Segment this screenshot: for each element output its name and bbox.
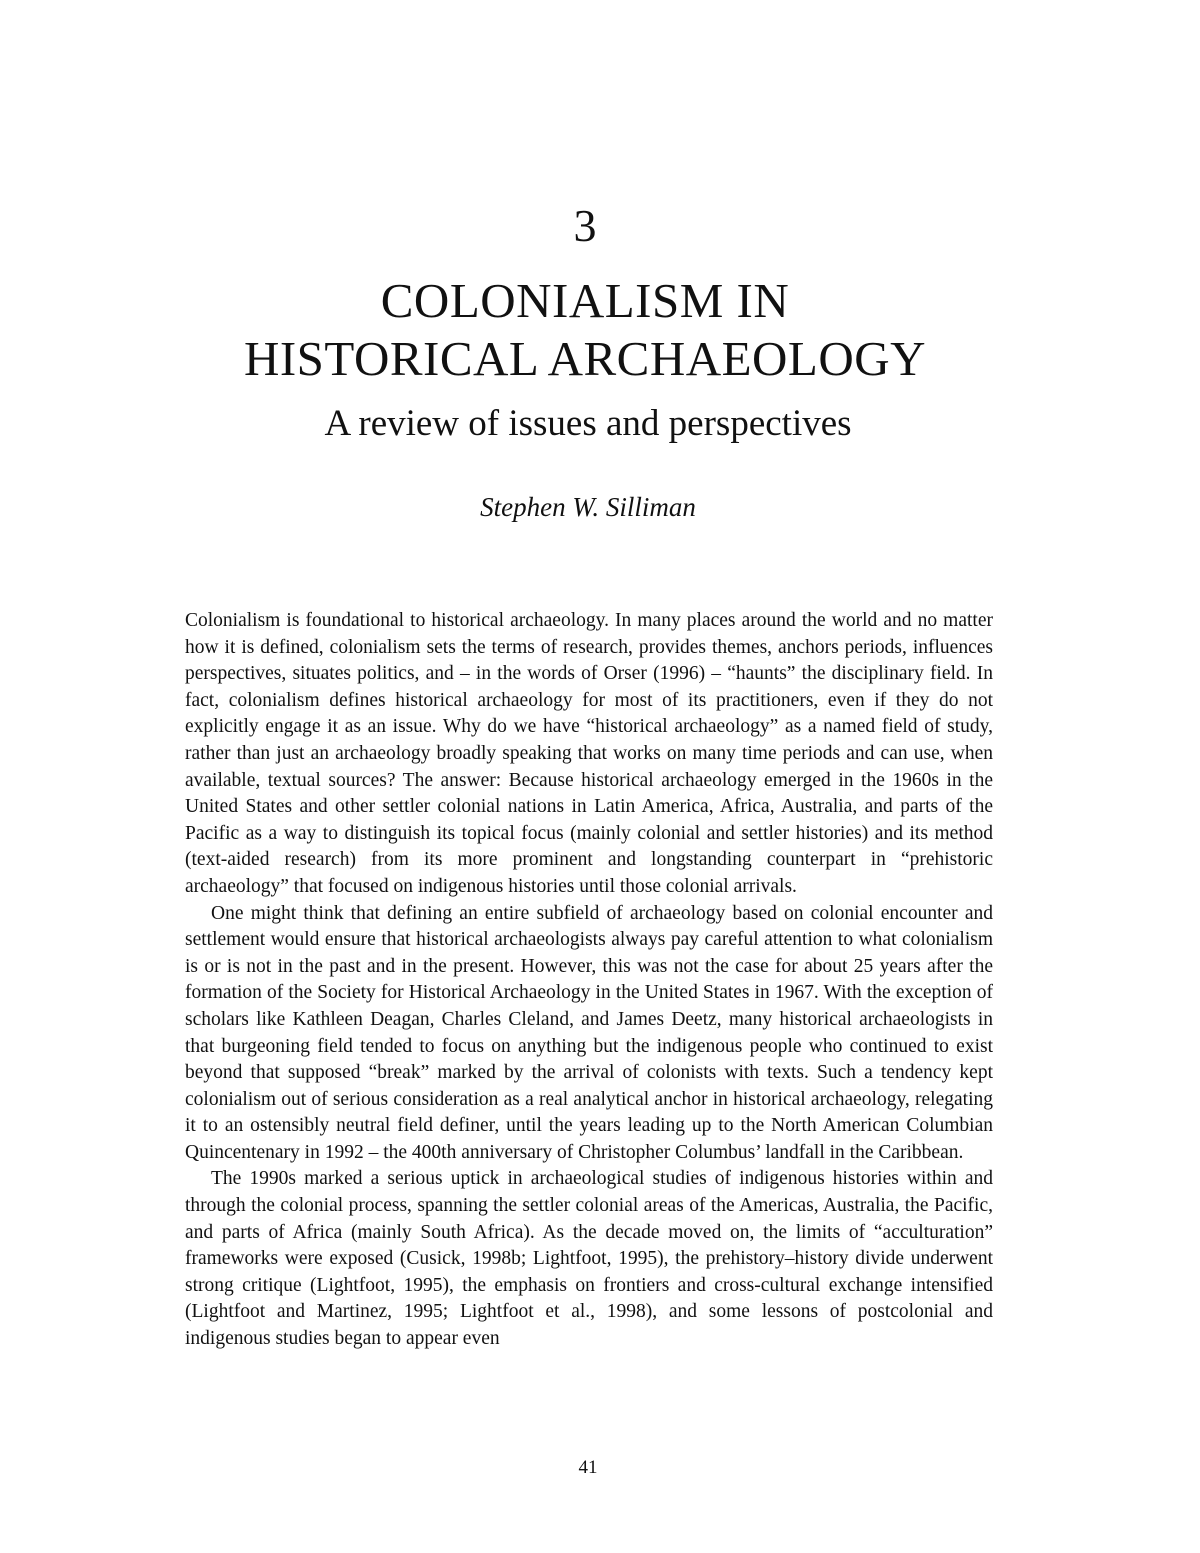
paragraph-3: The 1990s marked a serious uptick in archaeological studies of indigenous histories within and through the colonial process, spanning the settler colonial areas of the Americas, Australia, the Pacific, and parts of Africa (mainly South Africa). As the decade moved on, the limits of “acculturation” frameworks were exposed (Cusick, 1998b; Lightfoot, 1995), the prehistory–history divide underwent strong critique (Lightfoot, 1995), the emphasis on frontiers and cross-cultural exchange intensified (Lightfoot and Martinez, 1995; Lightfoot et al., 1998), and some lessons of postcolonial and indigenous studies began to appear even (185, 1168, 993, 1350)
chapter-subtitle: A review of issues and perspectives (324, 403, 852, 444)
chapter-title-line-1: COLONIALISM IN (380, 273, 790, 328)
paragraph-1: Colonialism is foundational to historical archaeology. In many places around the world and no matter how it is defined, colonialism sets the terms of research, provides themes, anchors periods, influences perspectives, situates politics, and – in the words of Orser (1996) – “haunts” the disciplinary field. In fact, colonialism defines historical archaeology for most of its practitioners, even if they do not explicitly engage it as an issue. Why do we have “historical archaeology” as a named field of study, rather than just an archaeology broadly speaking that works on many time periods and can use, when available, textual sources? The answer: Because historical archaeology emerged in the 1960s in the United States and other settler colonial nations in Latin America, Africa, Australia, and parts of the Pacific as a way to distinguish its topical focus (mainly colonial and settler histories) and its method (text-aided research) from its more prominent and longstanding counterpart in “prehistoric archaeology” that focused on indigenous histories until those colonial arrivals. (185, 610, 993, 897)
chapter-title (0, 272, 1170, 388)
paragraph-2: One might think that defining an entire subfield of archaeology based on colonial encounter and settlement would ensure that historical archaeologists always pay careful attention to what colonialism is or is not in the past and in the present. However, this was not the case for about 25 years after the formation of the Society for Historical Archaeology in the United States in 1967. With the exception of scholars like Kathleen Deagan, Charles Cleland, and James Deetz, many historical archaeologists in that burgeoning field tended to focus on anything but the indigenous people who continued to exist beyond that supposed “break” marked by the arrival of colonists with texts. Such a tendency kept colonialism out of serious consideration as a real analytical anchor in historical archaeology, relegating it to an ostensibly neutral field definer, until the years leading up to the North American Columbian Quincentenary in 1992 – the 400th anniversary of Christopher Columbus’ landfall in the Caribbean. (185, 902, 993, 1163)
chapter-number: 3 (573, 200, 597, 251)
author-name: Stephen W. Silliman (480, 492, 696, 522)
page-number: 41 (578, 1457, 598, 1478)
body-text (185, 608, 993, 1353)
chapter-title-line-2: HISTORICAL ARCHAEOLOGY (243, 331, 927, 386)
